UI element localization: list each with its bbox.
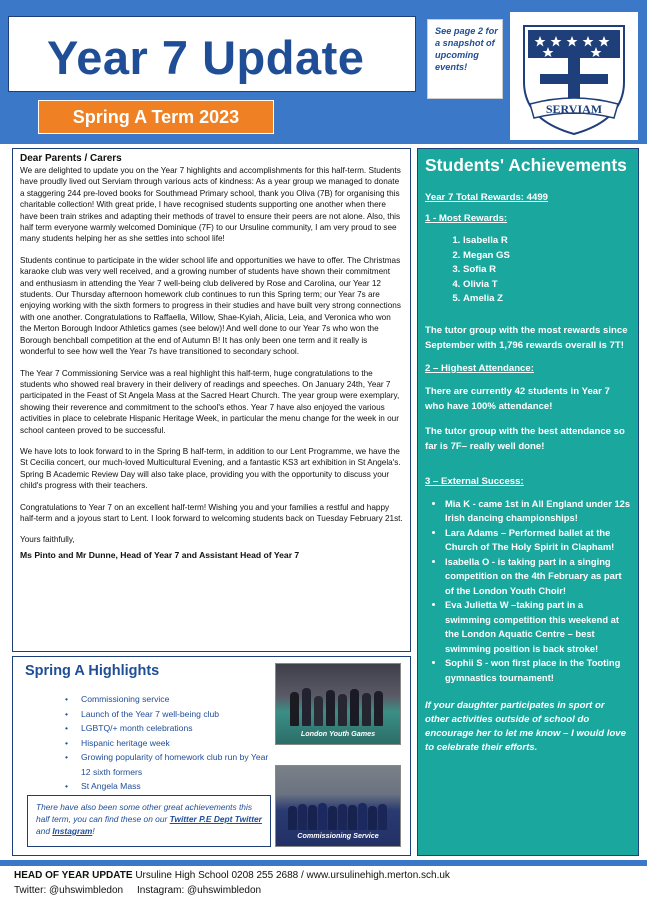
highlights-list <box>65 692 273 794</box>
see-page-note <box>427 19 503 99</box>
footer-contact: Ursuline High School 0208 255 2688 / www.ursulinehigh.merton.sch.uk <box>135 870 450 881</box>
commissioning-service-photo <box>275 765 401 847</box>
external-success-list <box>441 497 631 686</box>
list-item: • Isabella O - is taking part in a singing competition on the 4th February as part of the London Youth Choir! <box>445 555 631 599</box>
letter-panel <box>12 148 411 652</box>
highlights-title: Spring A Highlights <box>25 663 160 679</box>
list-item: • St Angela Mass <box>65 779 273 794</box>
list-item: 4. Olivia T <box>463 278 631 293</box>
and-text: and <box>36 826 50 836</box>
most-rewards-heading: 1 - Most Rewards: <box>425 213 508 224</box>
other-text: There have also been some other great achievements this half term, you can find these on our <box>36 802 253 824</box>
attendance-heading: 2 – Highest Attendance: <box>425 362 534 374</box>
photo-figures <box>286 796 390 830</box>
external-heading: 3 – External Success: <box>425 475 524 487</box>
instagram-link[interactable]: Instagram <box>52 826 93 836</box>
list-item: • LGBTQ/+ month celebrations <box>65 721 273 736</box>
footer-line-2 <box>14 883 634 898</box>
footer <box>14 868 634 898</box>
title-box <box>8 16 416 92</box>
crest-motto: SERVIAM <box>545 102 603 116</box>
footer-instagram: Instagram: @uhswimbledon <box>137 885 262 896</box>
list-item: 3. Sofia R <box>463 263 631 278</box>
letter-closing: Yours faithfully, <box>20 535 75 545</box>
list-item: 5. Amelia Z <box>463 292 631 307</box>
footer-heading: HEAD OF YEAR UPDATE <box>14 870 133 881</box>
achievements-title: Students' Achievements <box>425 155 627 175</box>
list-item: • Launch of the Year 7 well-being club <box>65 707 273 722</box>
header-banner <box>0 0 647 144</box>
letter-paragraph-2: Students continue to participate in the wider school life and opportunities we have to offer. The Christmas karaoke club was very well received, and a growing number of students have shown their commitment and enthusiasm in attending the Year 7 well-being club delivered by Rose and Carolina, our Year 12 students. Our Thursday afternoon homework club continues to run this Spring term; our Year 7s are enjoying working with the sixth formers to progress in their studies and have built very strong connections with one another. Congratulations to Raffaella, Willow, Shae-Kyiah, Alicia, Leia, and Veronica who won the Merton Borough Indoor Athletics games (see below)! And well done to our Year 7s who won the Borough benchball competition at the end of Autumn B! It has only been one term and it really is wonderful to see how well the Year 7s have transitioned to secondary school. <box>20 255 401 357</box>
letter-paragraph-1: We are delighted to update you on the Year 7 highlights and accomplishments for this half-term. Students have proudly lived out Serviam through various acts of kindness: As a year group we managed to donate a staggering 244 pre-loved books for Southmead Primary school, thank you Oliva (7B) for organising this charitable collection! With great pride, I have recognised students supporting one another when there have been train strikes and adapting their methods of travel to ensure their peers are not alone. Also, this half term everyone warmly welcomed Dominique (7F) to our Ursuline community, I am very proud to see many students helping her as she settles into school life! <box>20 166 401 244</box>
footer-twitter: Twitter: @uhswimbledon <box>14 885 124 896</box>
achievements-closing: If your daughter participates in sport or other activities outside of school do encourage her to let me know – I would love to celebrate their efforts. <box>425 700 626 753</box>
attendance-tutor-text: The tutor group with the best attendance so far is 7F– really well done! <box>425 425 625 452</box>
photo-figures <box>286 686 390 726</box>
page-title: Year 7 Update <box>47 31 365 84</box>
other-achievements-note <box>27 795 271 847</box>
attendance-text: There are currently 42 students in Year 7 who have 100% attendance! <box>425 385 610 412</box>
letter-paragraph-4: We have lots to look forward to in the Spring B half-term, in addition to our Lent Programme, we have the St Cecilia concert, our much-loved Multicultural Evening, and a fantastic KS3 art exhibition in St Angela's. Spring B Academic Review Day will also take place, providing you with the opportunity to discuss your child's progress with their teachers. <box>20 446 401 491</box>
list-item: 2. Megan GS <box>463 249 631 264</box>
highlights-panel <box>12 656 411 856</box>
term-badge <box>38 100 274 134</box>
letter-paragraph-3: The Year 7 Commissioning Service was a real highlight this half-term, huge congratulations to the students who showed real bravery in their delivery of readings and speeches. On January 24th, Year 7 participated in the Feast of St Angela Mass at the Sacred Heart Church. The year group were exemplary, showing their reverence and commitment to the school's ethos. Year 7 have also enjoyed the various activities in place to celebrate Hispanic Heritage Week, in particular the menu change for the week in our school canteen proved to be successful. <box>20 368 400 435</box>
list-item: • Sophii S - won first place in the Tooting gymnastics tournament! <box>445 656 631 685</box>
other-achievements-text <box>36 801 262 837</box>
photo1-caption: London Youth Games <box>300 729 376 738</box>
list-item: • Eva Julietta W –taking part in a swimming competition this weekend at the London Aquatic Centre – best swimming position is back stroke! <box>445 598 631 656</box>
tutor-rewards-text: The tutor group with the most rewards since September with 1,796 rewards overall is 7T! <box>425 324 628 351</box>
total-rewards: Year 7 Total Rewards: 4499 <box>425 192 549 203</box>
most-rewards-list <box>449 234 631 307</box>
list-item: • Growing popularity of homework club run by Year 12 sixth formers <box>65 750 273 779</box>
school-crest-logo <box>510 12 638 140</box>
term-label: Spring A Term 2023 <box>72 107 240 127</box>
see-page-text: See page 2 for a snapshot of upcoming events! <box>435 26 498 72</box>
achievements-panel <box>417 148 639 856</box>
letter-greeting: Dear Parents / Carers <box>20 153 122 164</box>
list-item: • Mia K - came 1st in All England under 12s Irish dancing championships! <box>445 497 631 526</box>
crest-icon <box>510 12 638 140</box>
list-item: • Lara Adams – Performed ballet at the Church of The Holy Spirit in Clapham! <box>445 526 631 555</box>
end-text: ! <box>92 826 95 836</box>
twitter-link[interactable]: Twitter P.E Dept Twitter <box>169 814 262 824</box>
list-item: • Hispanic heritage week <box>65 736 273 751</box>
footer-line-1 <box>14 868 634 883</box>
photo2-caption: Commissioning Service <box>297 831 379 840</box>
letter-paragraph-5: Congratulations to Year 7 on an excellent half-term! Wishing you and your families a restful and happy half-term and a joyous start to Lent. I look forward to welcoming students back on Tuesday February 21st. <box>20 502 403 523</box>
letter-signature: Ms Pinto and Mr Dunne, Head of Year 7 and Assistant Head of Year 7 <box>20 549 300 560</box>
footer-divider <box>0 860 647 866</box>
list-item: • Commissioning service <box>65 692 273 707</box>
list-item: 1. Isabella R <box>463 234 631 249</box>
london-youth-games-photo <box>275 663 401 745</box>
